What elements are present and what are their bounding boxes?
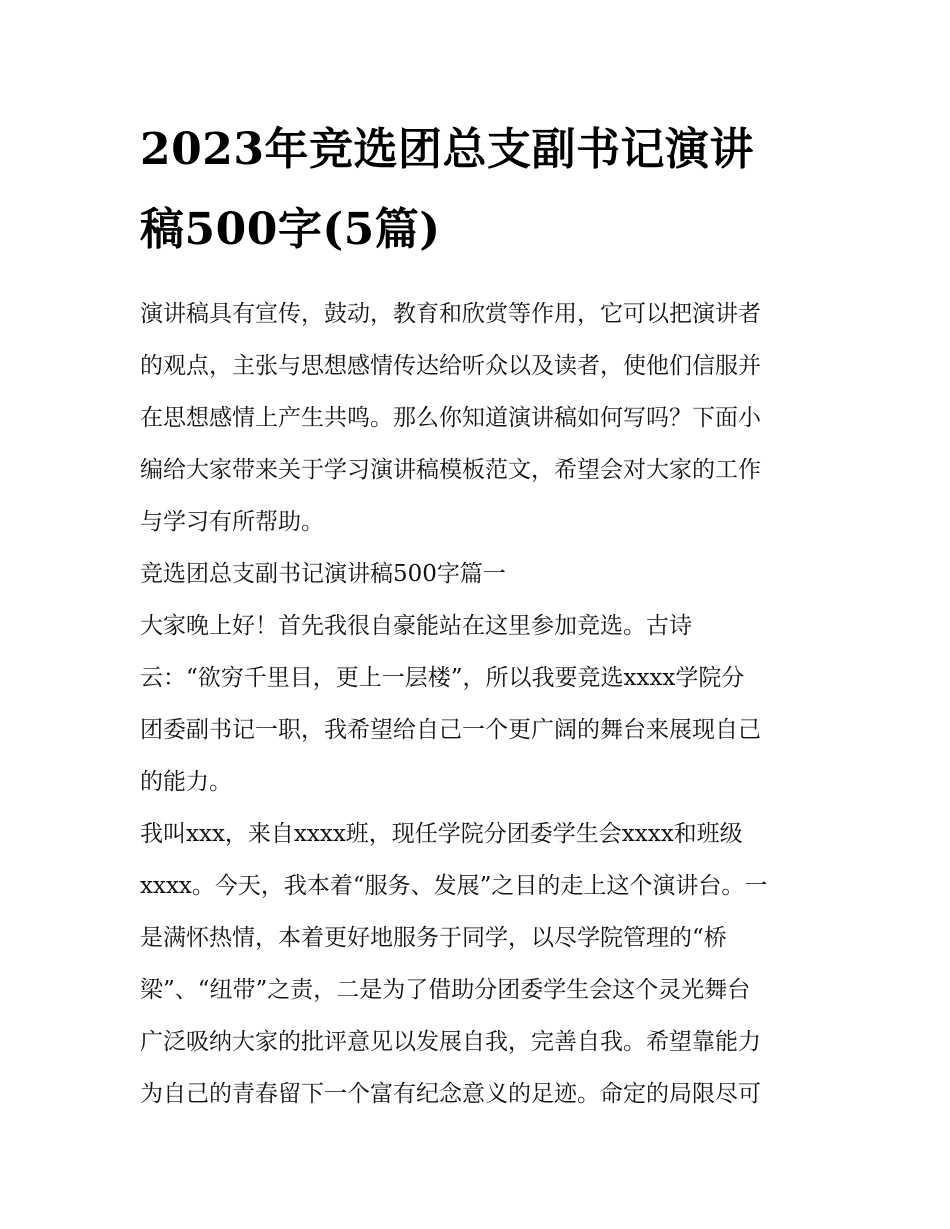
text-line: 演讲稿具有宣传，鼓动，教育和欣赏等作用，它可以把演讲者 xyxy=(140,301,761,327)
title-line-1: 2023年竞选团总支副书记演讲 xyxy=(140,124,754,175)
text-line: 梁”、“纽带”之责，二是为了借助分团委学生会这个灵光舞台 xyxy=(140,977,751,1003)
text-line: 我叫xxx，来自xxxx班，现任学院分团委学生会xxxx和班级 xyxy=(140,821,743,847)
section-heading: 竞选团总支副书记演讲稿500字篇一 xyxy=(140,561,506,587)
text-line: 广泛吸纳大家的批评意见以发展自我，完善自我。希望靠能力 xyxy=(140,1029,761,1055)
text-line: 的观点，主张与思想感情传达给听众以及读者，使他们信服并 xyxy=(140,353,761,379)
document-title xyxy=(140,110,812,270)
text-line: 与学习有所帮助。 xyxy=(140,509,324,535)
text-line: 大家晚上好！首先我很自豪能站在这里参加竞选。古诗 xyxy=(140,613,692,639)
text-line: 编给大家带来关于学习演讲稿模板范文，希望会对大家的工作 xyxy=(140,457,761,483)
title-line-2: 稿500字(5篇) xyxy=(140,204,441,255)
text-line: xxxx。今天，我本着“服务、发展”之目的走上这个演讲台。一 xyxy=(140,873,768,899)
text-line: 团委副书记一职，我希望给自己一个更广阔的舞台来展现自己 xyxy=(140,717,761,743)
document-page xyxy=(140,110,812,1120)
text-line: 为自己的青春留下一个富有纪念意义的足迹。命定的局限尽可 xyxy=(140,1081,761,1107)
text-line: 是满怀热情，本着更好地服务于同学，以尽学院管理的“桥 xyxy=(140,925,727,951)
document-body xyxy=(140,288,812,1120)
text-line: 云：“欲穷千里目，更上一层楼”，所以我要竞选xxxx学院分 xyxy=(140,665,745,691)
text-line: 在思想感情上产生共鸣。那么你知道演讲稿如何写吗？下面小 xyxy=(140,405,761,431)
text-line: 的能力。 xyxy=(140,769,232,795)
